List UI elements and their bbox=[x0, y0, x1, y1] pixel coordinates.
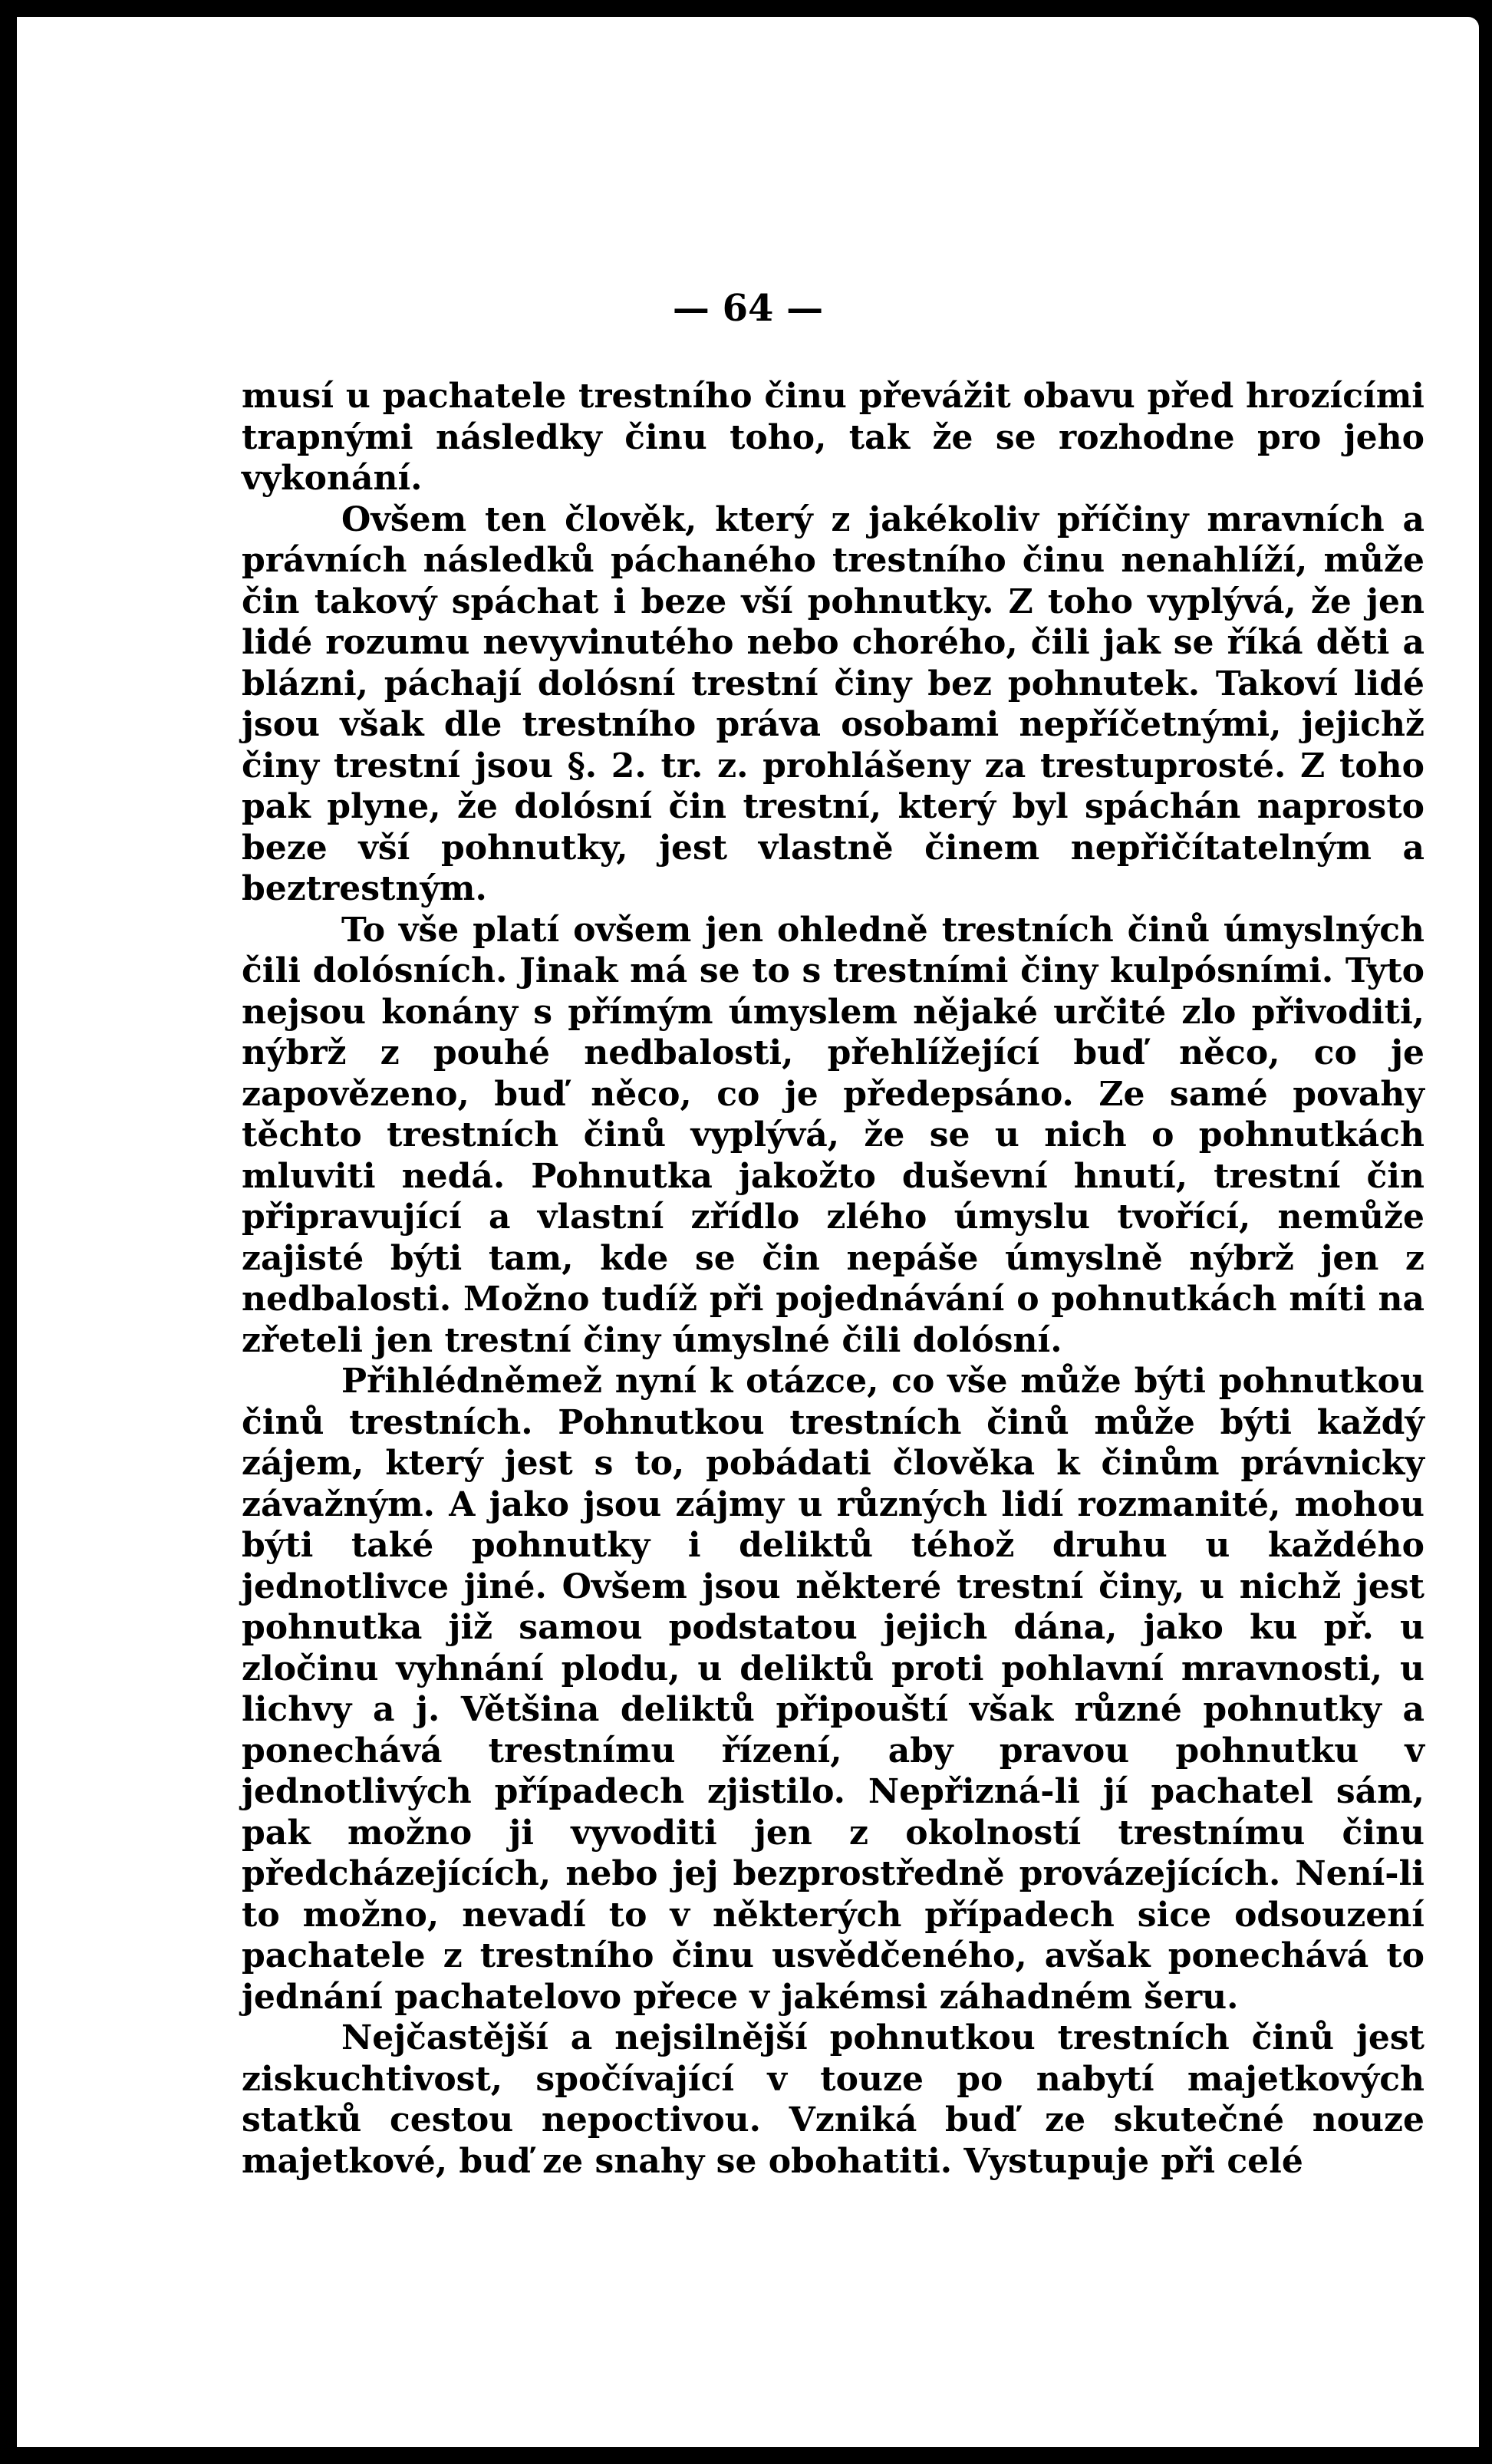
paragraph: Přihlédněmež nyní k otázce, co vše může býti pohnutkou činů trestních. Pohnutkou trestních činů může býti každý zájem, který jest s to, pobádati člověka k činům právnicky závažným. A jako jsou zájmy u různých lidí rozmanité, mohou býti také pohnutky i deliktů téhož druhu u každého jednotlivce jiné. Ovšem jsou některé trestní činy, u nichž jest pohnutka již samou podstatou jejich dána, jako ku př. u zločinu vyhnání plodu, u deliktů proti pohlavní mravnosti, u lichvy a j. Většina deliktů připouští však různé pohnutky a ponechává trestnímu řízení, aby pravou pohnutku v jednotlivých případech zjistilo. Nepřizná-li jí pachatel sám, pak možno ji vyvoditi jen z okolností trestnímu činu předcházejících, nebo jej bezprostředně provázejících. Není-li to možno, nevadí to v některých případech sice odsouzení pachatele z trestního činu usvědčeného, avšak ponechává to jednání pachatelovo přece v jakémsi záhadném šeru. bbox=[242, 1362, 1424, 2017]
body-text bbox=[242, 376, 1424, 2182]
paragraph-continued: musí u pachatele trestního činu převážit obavu před hrozícími trapnými následky činu toho, tak že se rozhodne pro jeho vykonání. bbox=[242, 377, 1424, 498]
book-page bbox=[17, 17, 1479, 2447]
paragraph: Ovšem ten člověk, který z jakékoliv příčiny mravních a právních následků páchaného trestního činu nenahlíží, může čin takový spáchat i beze vší pohnutky. Z toho vyplývá, že jen lidé rozumu nevyvinutého nebo chorého, čili jak se říká děti a blázni, páchají dolósní trestní činy bez pohnutek. Takoví lidé jsou však dle trestního práva osobami nepříčetnými, jejichž činy trestní jsou §. 2. tr. z. prohlášeny za trestuprosté. Z toho pak plyne, že dolósní čin trestní, který byl spáchán naprosto beze vší pohnutky, jest vlastně činem nepřičítatelným a beztrestným. bbox=[242, 499, 1424, 908]
paragraph: To vše platí ovšem jen ohledně trestních činů úmyslných čili dolósních. Jinak má se to s trestními činy kulpósními. Tyto nejsou konány s přímým úmyslem nějaké určité zlo přivoditi, nýbrž z pouhé nedbalosti, přehlížející buď něco, co je zapovězeno, buď něco, co je předepsáno. Ze samé povahy těchto trestních činů vyplývá, že se u nich o pohnutkách mluviti nedá. Pohnutka jakožto duševní hnutí, trestní čin připravující a vlastní zřídlo zlého úmyslu tvořící, nemůže zajisté býti tam, kde se čin nepáše úmyslně nýbrž jen z nedbalosti. Možno tudíž při pojednávání o pohnutkách míti na zřeteli jen trestní činy úmyslné čili dolósní. bbox=[242, 910, 1424, 1360]
paragraph: Nejčastější a nejsilnější pohnutkou trestních činů jest ziskuchtivost, spočívající v touze po nabytí majetkových statků cestou nepoctivou. Vzniká buď ze skutečné nouze majetkové, buď ze snahy se obohatiti. Vystupuje při celé bbox=[242, 2018, 1424, 2181]
page-number: — 64 — bbox=[672, 287, 824, 330]
